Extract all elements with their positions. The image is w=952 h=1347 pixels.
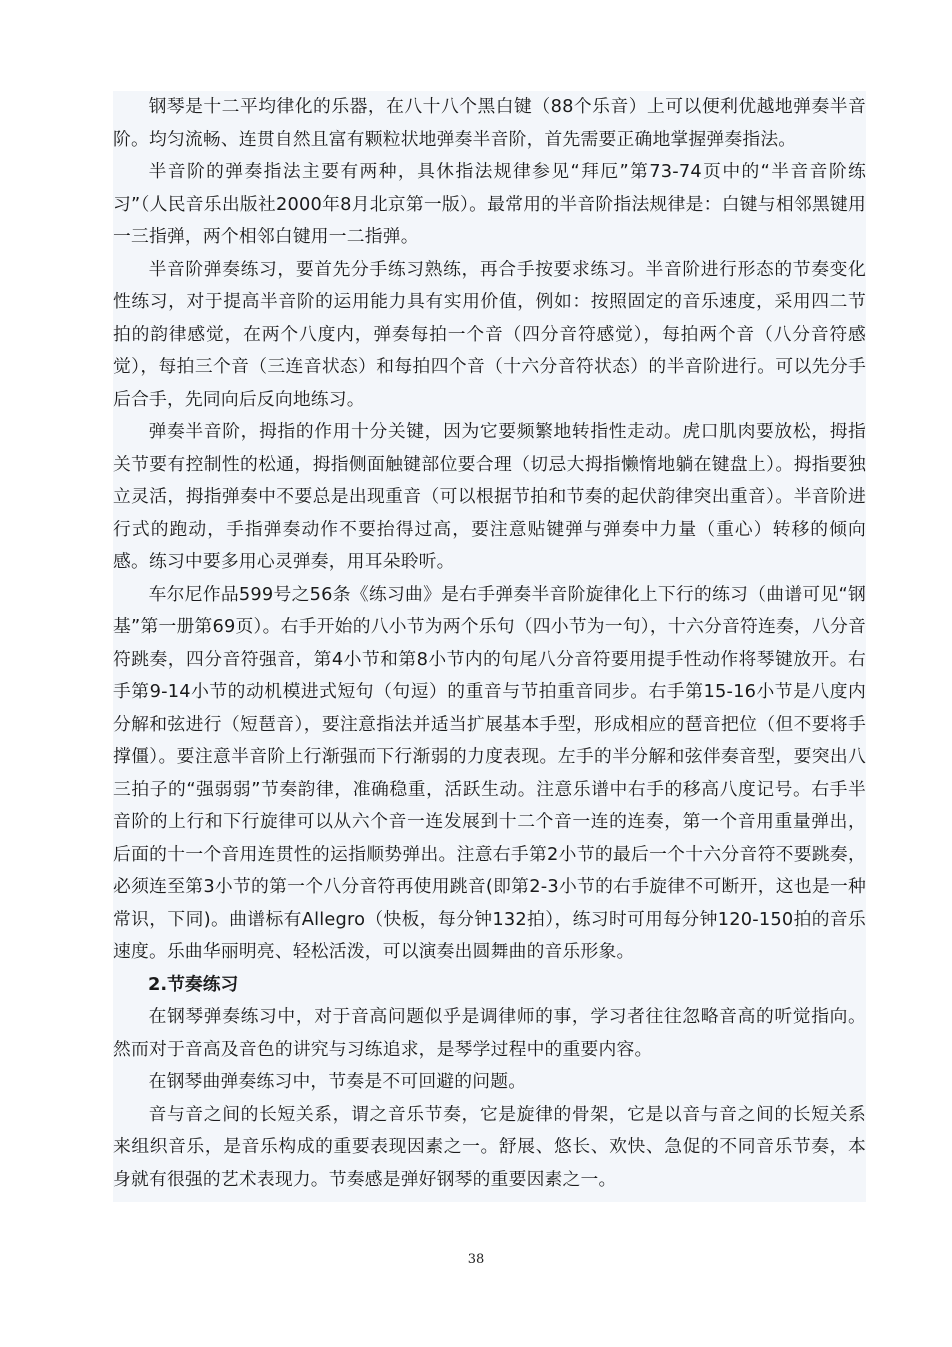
paragraph: 车尔尼作品599号之56条《练习曲》是右手弹奏半音阶旋律化上下行的练习（曲谱可见“钢基”第一册第69页）。右手开始的八小节为两个乐句（四小节为一句），十六分音符连奏，八分音符跳奏，四分音符强音，第4小节和第8小节内的句尾八分音符要用提手性动作将琴键放开。右手第9-14小节的动机模进式短句（句逗）的重音与节拍重音同步。右手第15-16小节是八度内分解和弦进行（短琶音），要注意指法并适当扩展基本手型，形成相应的琶音把位（但不要将手撑僵）。要注意半音阶上行渐强而下行渐弱的力度表现。左手的半分解和弦伴奏音型，要突出八三拍子的“强弱弱”节奏韵律，准确稳重，活跃生动。注意乐谱中右手的移高八度记号。右手半音阶的上行和下行旋律可以从六个音一连发展到十二个音一连的连奏，第一个音用重量弹出，后面的十一个音用连贯性的运指顺势弹出。注意右手第2小节的最后一个十六分音符不要跳奏，必须连至第3小节的第一个八分音符再使用跳音(即第2-3小节的右手旋律不可断开，这也是一种常识，下同)。曲谱标有Allegro（快板，每分钟132拍），练习时可用每分钟120-150拍的音乐速度。乐曲华丽明亮、轻松活泼，可以演奏出圆舞曲的音乐形象。: [113, 583, 866, 962]
paragraph: 半音阶弹奏练习，要首先分手练习熟练，再合手按要求练习。半音阶进行形态的节奏变化性练习，对于提高半音阶的运用能力具有实用价值，例如：按照固定的音乐速度，采用四二节拍的韵律感觉，在两个八度内，弹奏每拍一个音（四分音符感觉），每拍两个音（八分音符感觉），每拍三个音（三连音状态）和每拍四个音（十六分音符状态）的半音阶进行。可以先分手后合手，先同向后反向地练习。: [113, 258, 866, 410]
paragraph: 半音阶的弹奏指法主要有两种，具休指法规律参见“拜厄”第73-74页中的“半音音阶练习”（人民音乐出版社2000年8月北京第一版）。最常用的半音阶指法规律是：白键与相邻黑键用一三指弹，两个相邻白键用一二指弹。: [113, 161, 866, 247]
paragraph: 在钢琴弹奏练习中，对于音高问题似乎是调律师的事，学习者往往忽略音高的听觉指向。然而对于音高及音色的讲究与习练追求，是琴学过程中的重要内容。: [113, 1006, 866, 1060]
section-heading: 2.节奏练习: [148, 973, 239, 995]
body-text: [113, 91, 866, 1202]
paragraph: 钢琴是十二平均律化的乐器，在八十八个黑白键（88个乐音）上可以便利优越地弹奏半音阶。均匀流畅、连贯自然且富有颗粒状地弹奏半音阶，首先需要正确地掌握弹奏指法。: [113, 96, 866, 150]
paragraph: 音与音之间的长短关系，谓之音乐节奏，它是旋律的骨架，它是以音与音之间的长短关系来组织音乐，是音乐构成的重要表现因素之一。舒展、悠长、欢快、急促的不同音乐节奏，本身就有很强的艺术表现力。节奏感是弹好钢琴的重要因素之一。: [113, 1103, 866, 1190]
paragraph: 弹奏半音阶，拇指的作用十分关键，因为它要频繁地转指性走动。虎口肌肉要放松，拇指关节要有控制性的松通，拇指侧面触键部位要合理（切忌大拇指懒惰地躺在键盘上）。拇指要独立灵活，拇指弹奏中不要总是出现重音（可以根据节拍和节奏的起伏韵律突出重音）。半音阶进行式的跑动，手指弹奏动作不要抬得过高，要注意贴键弹与弹奏中力量（重心）转移的倾向感。练习中要多用心灵弹奏，用耳朵聆听。: [113, 421, 866, 572]
page-number: 38: [467, 1252, 485, 1267]
paragraph: 在钢琴曲弹奏练习中，节奏是不可回避的问题。: [148, 1071, 527, 1092]
